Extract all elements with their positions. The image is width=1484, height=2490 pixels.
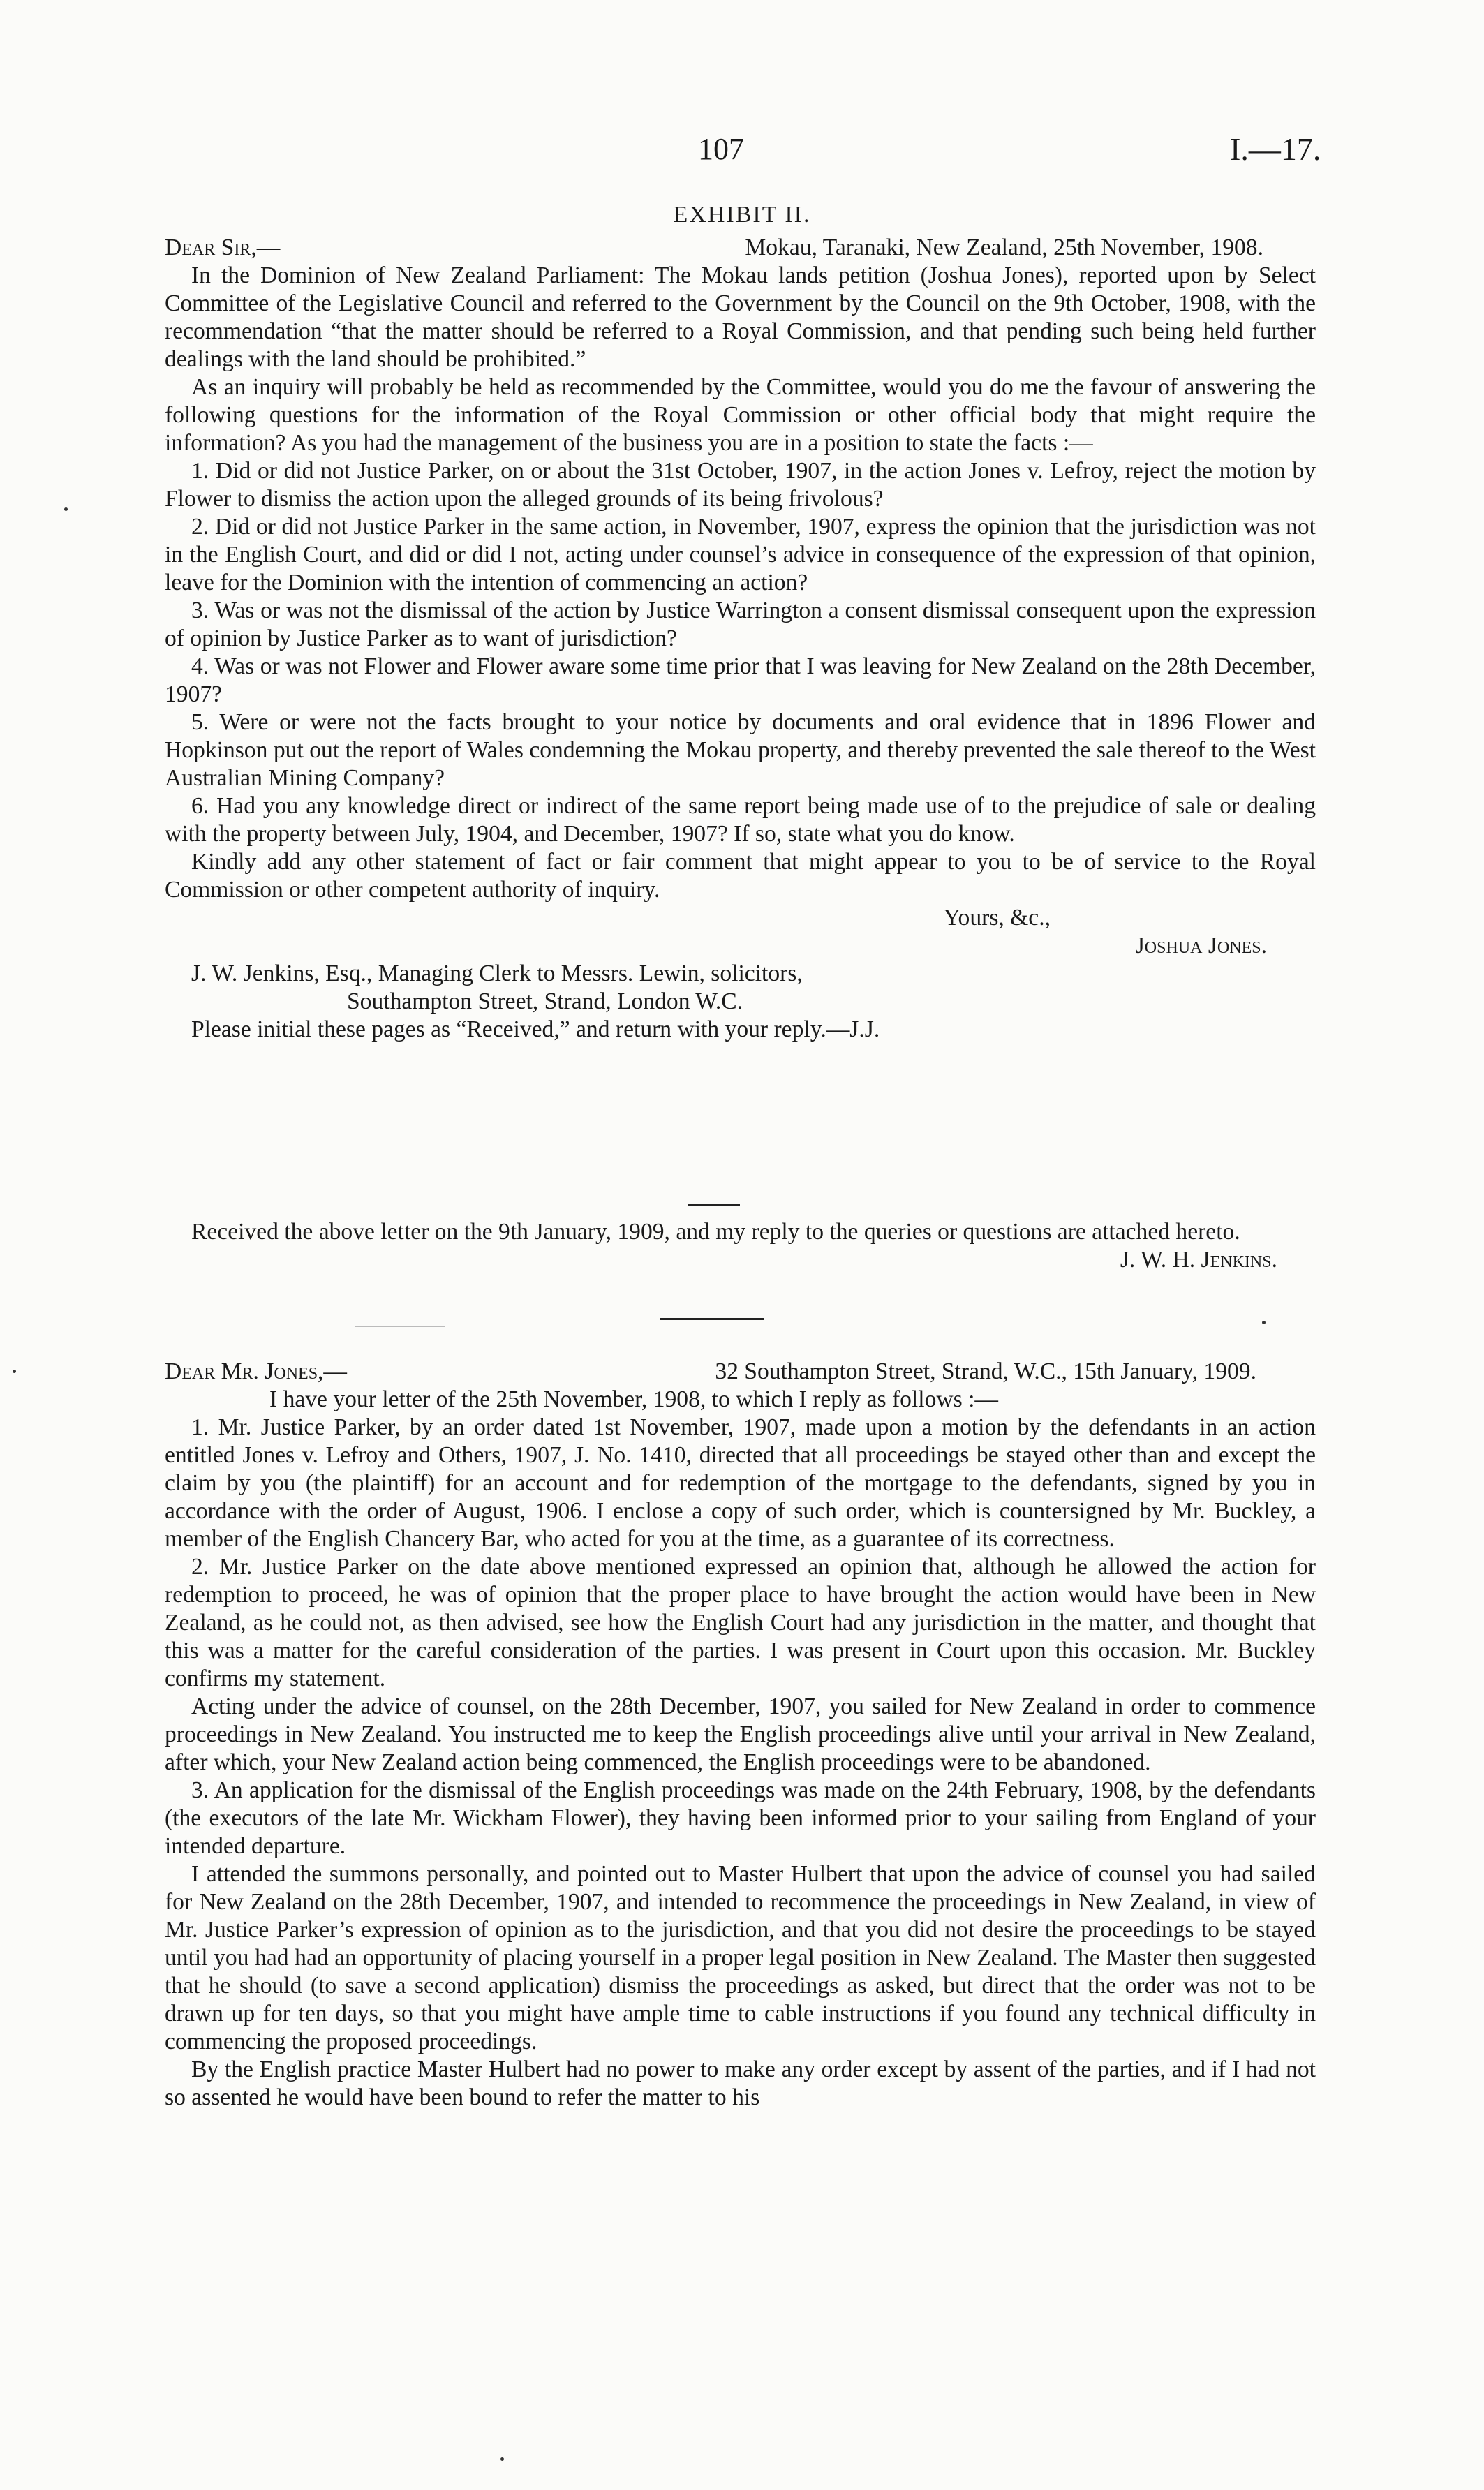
letter-1-address: Mokau, Taranaki, New Zealand, 25th November, 1908. xyxy=(745,235,1263,260)
scan-speck xyxy=(13,1370,16,1373)
letter-2-paragraph: I attended the summons personally, and pointed out to Master Hulbert that upon the advice of counsel you had sailed for New Zealand on the 28th December, 1907, and intended to recommence the proceedings in New Zealand, in view of Mr. Justice Parker’s expression of opinion as to the jurisdiction, and that you did not desire the proceedings to be stayed until you had had an opportunity of placing yourself in a proper legal position in New Zealand. The Master then suggested that he should (to save a second application) dismiss the proceedings as asked, but direct that the order was not to be drawn up for ten days, so that you might have ample time to cable instructions if you found any technical difficulty in commencing the proposed proceedings. xyxy=(165,1861,1316,2054)
letter-1 xyxy=(165,234,1316,1044)
letter-2-paragraph: By the English practice Master Hulbert had no power to make any order except by assent of the parties, and if I had not so assented he would have been bound to refer the matter to his xyxy=(165,2057,1316,2110)
receipt-signature: J. W. H. Jenkins. xyxy=(1120,1247,1277,1273)
document-reference: I.—17. xyxy=(1230,131,1321,167)
scan-speck xyxy=(1262,1321,1266,1324)
receipt-note xyxy=(165,1218,1316,1274)
letter-1-salutation: Dear Sir,— xyxy=(165,235,281,260)
page-number: 107 xyxy=(698,132,744,166)
letter-1-addressee-line-2: Southampton Street, Strand, London W.C. xyxy=(347,988,743,1014)
letter-1-addressee-line-1: J. W. Jenkins, Esq., Managing Clerk to Messrs. Lewin, solicitors, xyxy=(191,961,803,986)
letter-2-heading xyxy=(165,1358,1316,1386)
letter-1-paragraph: In the Dominion of New Zealand Parliament: The Mokau lands petition (Joshua Jones), reported upon by Select Committee of the Legislative Council and referred to the Government by the Council on the 9th October, 1908, with the recommendation “that the matter should be referred to a Royal Commission, and that pending such being held further dealings with the land should be prohibited.” xyxy=(165,262,1316,372)
letter-1-question: 2. Did or did not Justice Parker in the same action, in November, 1907, express the opinion that the jurisdiction was not in the English Court, and did or did I not, acting under counsel’s advice in consequence of the expression of that opinion, leave for the Dominion with the intention of commencing an action? xyxy=(165,514,1316,595)
letter-1-paragraph: As an inquiry will probably be held as recommended by the Committee, would you do me the favour of answering the following questions for the information of the Royal Commission or other official body that might require the information? As you had the management of the business you are in a position to state the facts :— xyxy=(165,374,1316,456)
receipt-text: Received the above letter on the 9th January, 1909, and my reply to the queries or questions are attached hereto. xyxy=(191,1219,1240,1245)
exhibit-title: EXHIBIT II. xyxy=(673,202,811,228)
letter-1-question: 1. Did or did not Justice Parker, on or about the 31st October, 1907, in the action Jones v. Lefroy, reject the motion by Flower to dismiss the action upon the alleged grounds of its being frivolous? xyxy=(165,458,1316,512)
scan-mark xyxy=(355,1326,445,1327)
letter-2 xyxy=(165,1358,1316,2112)
letter-1-paragraph: Kindly add any other statement of fact or fair comment that might appear to you to be of service to the Royal Commission or other competent authority of inquiry. xyxy=(165,849,1316,903)
letter-1-heading xyxy=(165,234,1316,262)
separator-long xyxy=(660,1318,764,1320)
letter-2-paragraph: I have your letter of the 25th November, 1908, to which I reply as follows :— xyxy=(269,1386,998,1412)
letter-1-closing: Yours, &c., xyxy=(943,905,1051,931)
scan-speck xyxy=(64,507,68,511)
letter-2-address: 32 Southampton Street, Strand, W.C., 15th January, 1909. xyxy=(715,1358,1256,1384)
letter-1-postscript: Please initial these pages as “Received,” and return with your reply.—J.J. xyxy=(191,1016,880,1042)
letter-1-question: 5. Were or were not the facts brought to your notice by documents and oral evidence that in 1896 Flower and Hopkinson put out the report of Wales condemning the Mokau property, and thereby prevented the sale thereof to the West Australian Mining Company? xyxy=(165,709,1316,791)
letter-2-paragraph: 1. Mr. Justice Parker, by an order dated 1st November, 1907, made upon a motion by the defendants in an action entitled Jones v. Lefroy and Others, 1907, J. No. 1410, directed that all proceedings be stayed other than and except the claim by you (the plaintiff) for an account and for redemption of the mortgage to the defendants, signed by you in accordance with the order of August, 1906. I enclose a copy of such order, which is countersigned by Mr. Buckley, a member of the English Chancery Bar, who acted for you at the time, as a guarantee of its correctness. xyxy=(165,1414,1316,1552)
letter-2-paragraph: 3. An application for the dismissal of the English proceedings was made on the 24th February, 1908, by the defendants (the executors of the late Mr. Wickham Flower), they having been informed prior to your sailing from England of your intended departure. xyxy=(165,1777,1316,1859)
letter-2-salutation: Dear Mr. Jones,— xyxy=(165,1358,348,1384)
letter-2-paragraph: Acting under the advice of counsel, on the 28th December, 1907, you sailed for New Zealand in order to commence proceedings in New Zealand. You instructed me to keep the English proceedings alive until your arrival in New Zealand, after which, your New Zealand action being commenced, the English proceedings were to be abandoned. xyxy=(165,1694,1316,1775)
letter-1-signature: Joshua Jones. xyxy=(1135,933,1267,958)
letter-1-question: 6. Had you any knowledge direct or indirect of the same report being made use of to the prejudice of sale or dealing with the property between July, 1904, and December, 1907? If so, state what you do know. xyxy=(165,793,1316,847)
letter-1-question: 3. Was or was not the dismissal of the action by Justice Warrington a consent dismissal consequent upon the expression of opinion by Justice Parker as to want of jurisdiction? xyxy=(165,598,1316,651)
separator-short xyxy=(688,1204,740,1206)
letter-2-paragraph: 2. Mr. Justice Parker on the date above mentioned expressed an opinion that, although he allowed the action for redemption to proceed, he was of opinion that the proper place to have brought the action would have been in New Zealand, as he could not, as then advised, see how the English Court had any jurisdiction in the matter, and thought that this was a matter for the careful consideration of the parties. I was present in Court upon this occasion. Mr. Buckley confirms my statement. xyxy=(165,1554,1316,1691)
scan-speck xyxy=(500,2457,504,2461)
letter-1-question: 4. Was or was not Flower and Flower aware some time prior that I was leaving for New Zealand on the 28th December, 1907? xyxy=(165,653,1316,707)
